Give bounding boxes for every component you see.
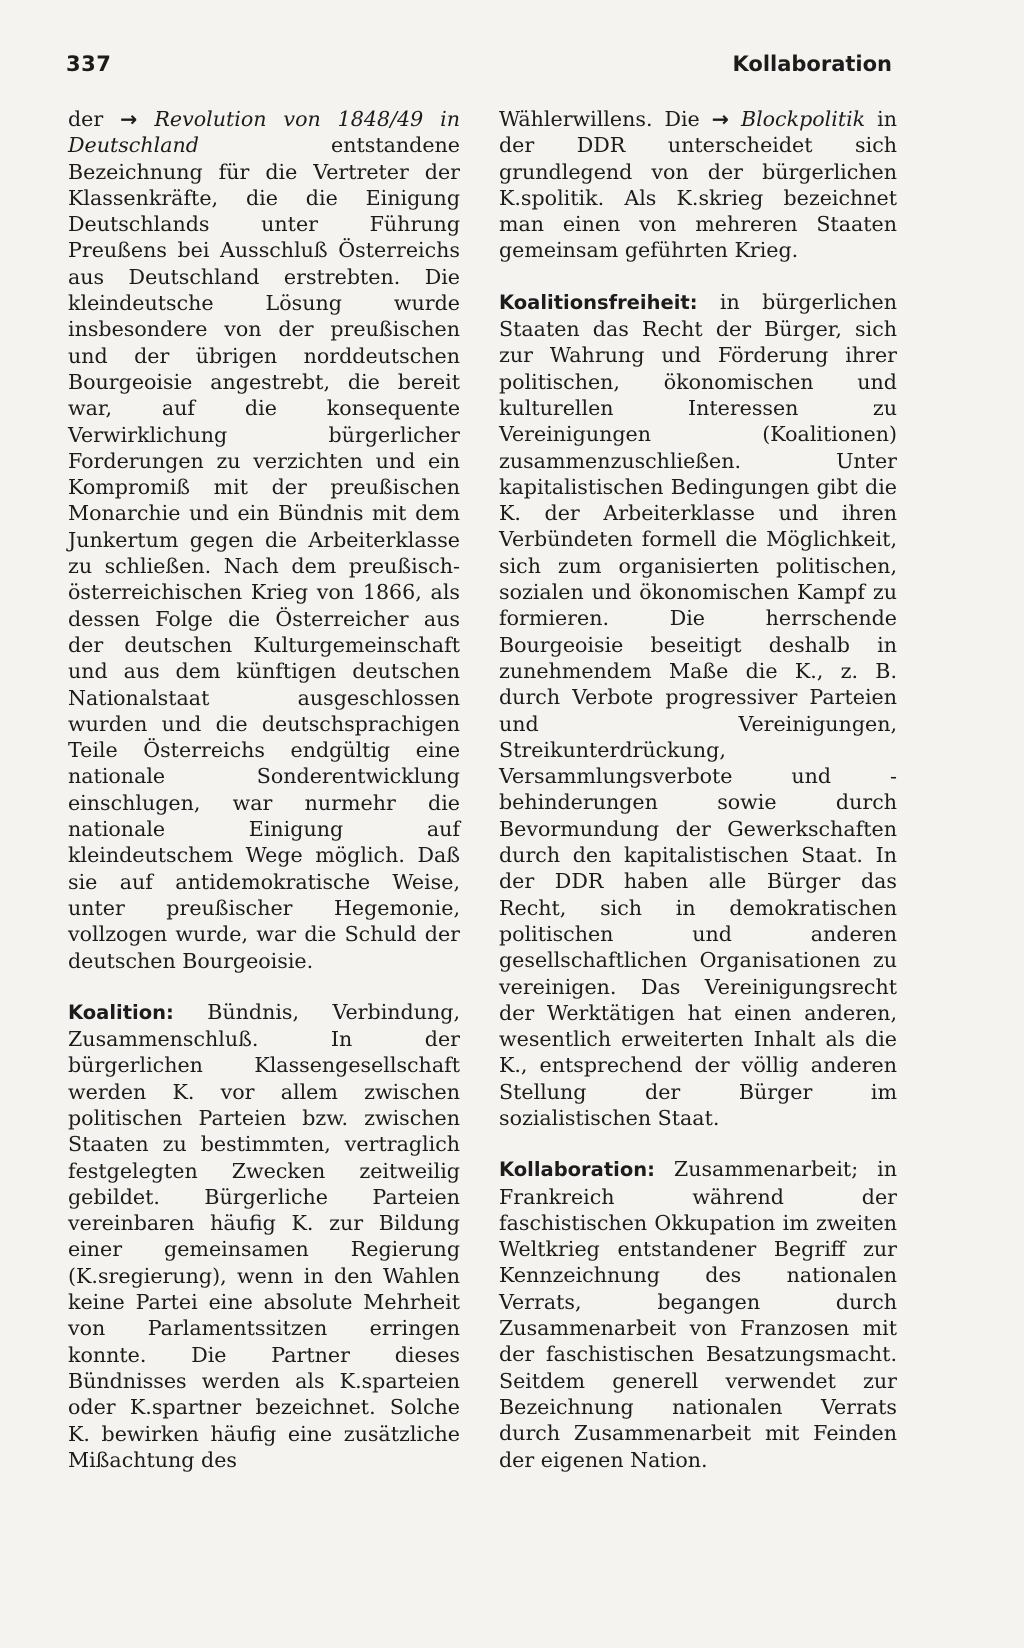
entry-kollaboration: [499, 1156, 897, 1473]
entry-koalition: [68, 999, 460, 1473]
cross-reference-revolution: Revolution von 1848/49 in Deutschland: [68, 107, 461, 158]
entry-body-koalitionsfreiheit: in bürgerlichen Staaten das Recht der Bürger, sich zur Wahrung und Förderung ihrer politischen, ökonomischen und kulturellen Interessen zu Vereinigungen (Koalitionen) zusammenzuschließen. Unter kapitalistischen Bedingungen gibt die K. der Arbeiterklasse und ihren Verbündeten formell die Möglichkeit, sich zum organisierten politischen, sozialen und ökonomischen Kampf zu formieren. Die herrschende Bourgeoisie beseitigt deshalb in zunehmendem Maße die K., z. B. durch Verbote progressiver Parteien und Vereinigungen, Streikunterdrückung, Versammlungsverbote und -behinderungen sowie durch Bevormundung der Gewerkschaften durch den kapitalistischen Staat. In der DDR haben alle Bürger das Recht, sich in demokratischen politischen und anderen gesellschaftlichen Organisationen zu vereinigen. Das Vereinigungsrecht der Werktätigen hat einen anderen, wesentlich erweiterten Inhalt als die K., entsprechend der völlig anderen Stellung der Bürger im sozialistischen Staat.: [499, 289, 897, 1130]
paragraph-lead: Wählerwillens. Die: [499, 107, 712, 131]
paragraph-body: in der DDR unterscheidet sich grundlegend von der bürgerlichen K.spolitik. Als K.skrieg bezeichnet man einen von mehreren Staaten gemeinsam geführten Krieg.: [499, 107, 897, 263]
right-column: [499, 106, 897, 1473]
cross-reference-arrow-icon: →: [711, 107, 729, 131]
paragraph-kleindeutsche: [68, 106, 460, 974]
entry-term-kollaboration: Kollaboration:: [499, 1158, 655, 1182]
entry-koalitionsfreiheit: [499, 289, 897, 1132]
entry-body-kollaboration: Zusammenarbeit; in Frankreich während der faschistischen Okkupation im zweiten Weltkrieg entstandener Begriff zur Kennzeichnung des nationalen Verrats, begangen durch Zusammenarbeit von Franzosen mit der faschistischen Besatzungsmacht. Seitdem generell verwendet zur Bezeichnung nationalen Verrats durch Zusammenarbeit mit Feinden der eigenen Nation.: [499, 1157, 897, 1472]
cross-reference-arrow-icon: →: [120, 107, 138, 131]
entry-term-koalition: Koalition:: [68, 1000, 174, 1024]
entry-term-koalitionsfreiheit: Koalitionsfreiheit:: [499, 290, 698, 314]
paragraph-lead: der: [68, 107, 121, 131]
page-number: 337: [66, 52, 112, 76]
entry-body-koalition: Bündnis, Verbindung, Zusammenschluß. In der bürgerlichen Klassengesellschaft werden K. vor allem zwischen politischen Parteien bzw. zwischen Staaten zu bestimmten, vertraglich festgelegten Zwecken zeitweilig gebildet. Bürgerliche Parteien vereinbaren häufig K. zur Bildung einer gemeinsamen Regierung (K.sregierung), wenn in den Wahlen keine Partei eine absolute Mehrheit von Parlamentssitzen erringen konnte. Die Partner dieses Bündnisses werden als K.sparteien oder K.spartner bezeichnet. Solche K. bewirken häufig eine zusätzliche Mißachtung des: [68, 999, 460, 1472]
paragraph-body: entstandene Bezeichnung für die Vertreter der Klassenkräfte, die die Einigung Deutschlands unter Führung Preußens bei Ausschluß Österreichs aus Deutschland erstrebten. Die kleindeutsche Lösung wurde insbesondere von der preußischen und der übrigen norddeutschen Bourgeoisie angestrebt, die bereit war, auf die konsequente Verwirklichung bürgerlicher Forderungen zu verzichten und ein Kompromiß mit der preußischen Monarchie und ein Bündnis mit dem Junkertum gegen die Arbeiterklasse zu schließen. Nach dem preußisch-österreichischen Krieg von 1866, als dessen Folge die Österreicher aus der deutschen Kulturgemeinschaft und aus dem künftigen deutschen Nationalstaat ausgeschlossen wurden und die deutschsprachigen Teile Österreichs endgültig eine nationale Sonderentwicklung einschlugen, war nurmehr die nationale Einigung auf kleindeutschem Wege möglich. Daß sie auf antidemokratische Weise, unter preußischer Hegemonie, vollzogen wurde, war die Schuld der deutschen Bourgeoisie.: [68, 133, 460, 973]
running-head: Kollaboration: [732, 52, 892, 76]
left-column: [68, 106, 460, 1473]
cross-reference-blockpolitik: Blockpolitik: [740, 107, 866, 131]
paragraph-koalition-continued: [499, 106, 897, 264]
